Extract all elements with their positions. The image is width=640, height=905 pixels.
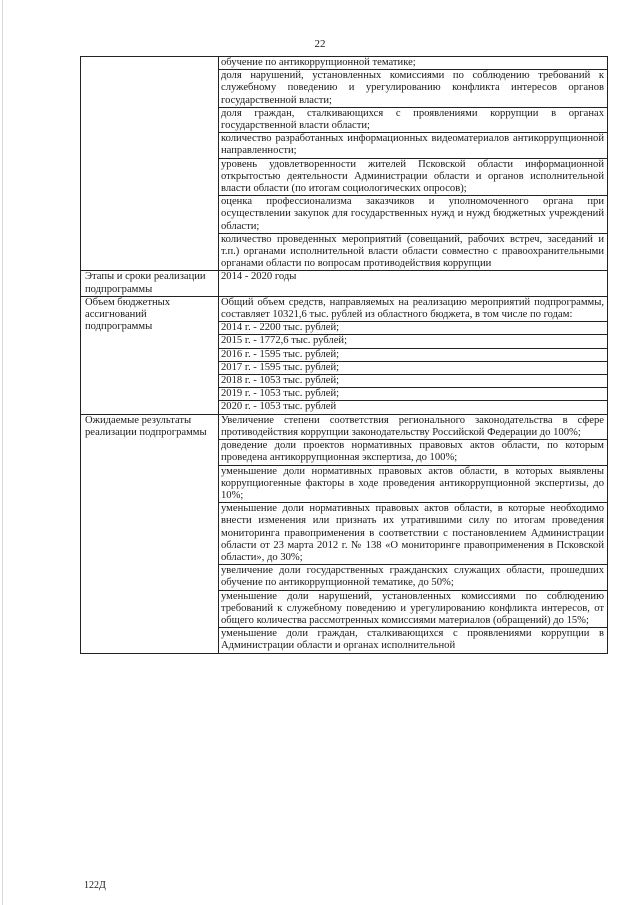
content-paragraph: уровень удовлетворенности жителей Псковской области информационной открытостью деятельности Администрации области и органов исполнительной власти области (по итогам социологических опросов); (219, 158, 607, 196)
content-paragraph: доля граждан, сталкивающихся с проявлениями коррупции в органах государственной власти области; (219, 107, 607, 132)
content-paragraph: обучение по антикоррупционной тематике; (221, 57, 416, 68)
content-paragraph: Увеличение степени соответствия регионального законодательства в сфере противодействия коррупции законодательству Российской Федерации до 100%; (221, 414, 604, 438)
scan-edge-line (2, 0, 3, 905)
footer-code: 122Д (84, 880, 106, 891)
content-paragraph: 2015 г. - 1772,6 тыс. рублей; (219, 334, 607, 347)
content-paragraph: 2016 г. - 1595 тыс. рублей; (219, 348, 607, 361)
content-paragraph: оценка профессионализма заказчиков и уполномоченного органа при осуществлении закупок для государственных нужд и нужд бюджетных учреждений области; (219, 195, 607, 233)
content-paragraph: 2017 г. - 1595 тыс. рублей; (219, 361, 607, 374)
content-paragraph: уменьшение доли нормативных правовых актов области, в которых выявлены коррупциогенные факторы в ходе проведения антикоррупционной экспертизы, до 10%; (219, 465, 607, 503)
content-paragraph: 2014 - 2020 годы (221, 271, 297, 283)
content-paragraph: уменьшение доли граждан, сталкивающихся с проявлениями коррупции в Администрации области и органах исполнительной (219, 627, 607, 652)
row-label: Этапы и сроки реализации подпрограммы (81, 271, 219, 296)
content-paragraph: доля нарушений, установленных комиссиями по соблюдению требований к служебному поведению и урегулированию конфликта интересов органов государственной власти; (219, 69, 607, 107)
content-paragraph: уменьшение доли нарушений, установленных комиссиями по соблюдению требований к служебному поведению и урегулированию конфликта интересов, от общего количества рассмотренных комиссиями материалов (обращений) до 15%; (219, 590, 607, 628)
table-row (81, 57, 608, 271)
page-number: 22 (314, 38, 326, 50)
content-paragraph: 2014 г. - 2200 тыс. рублей; (219, 321, 607, 334)
table-row (81, 414, 608, 653)
passport-table (80, 56, 608, 654)
content-paragraph: доведение доли проектов нормативных правовых актов области, по которым проведена антикоррупционная экспертиза, до 100%; (219, 439, 607, 464)
row-content (219, 414, 608, 653)
content-paragraph: 2018 г. - 1053 тыс. рублей; (219, 374, 607, 387)
content-paragraph: 2019 г. - 1053 тыс. рублей; (219, 387, 607, 400)
content-paragraph: количество проведенных мероприятий (совещаний, рабочих встреч, заседаний и т.п.) органами исполнительной власти области совместно с правоохранительными органами области по вопросам противодействия коррупции (219, 233, 607, 271)
table-row (81, 271, 608, 296)
row-content (219, 57, 608, 271)
content-paragraph: количество разработанных информационных видеоматериалов антикоррупционной направленности; (219, 132, 607, 157)
row-content (219, 271, 608, 296)
row-label: Объем бюджетных ассигнований подпрограммы (81, 296, 219, 414)
content-paragraph: 2020 г. - 1053 тыс. рублей (219, 400, 607, 413)
row-label (81, 57, 219, 271)
content-paragraph: увеличение доли государственных гражданских служащих области, прошедших обучение по антикоррупционной тематике, до 50%; (219, 564, 607, 589)
row-content (219, 296, 608, 414)
table-row (81, 296, 608, 414)
content-paragraph: уменьшение доли нормативных правовых актов области, в которые необходимо внести изменения или признать их утратившими силу по итогам проведения мониторинга правоприменения в соответствии с постановлением Администрации области от 23 марта 2012 г. № 138 «О мониторинге правоприменения в Псковской области», до 30%; (219, 502, 607, 564)
row-label: Ожидаемые результаты реализации подпрограммы (81, 414, 219, 653)
content-paragraph: Общий объем средств, направляемых на реализацию мероприятий подпрограммы, составляет 10321,6 тыс. рублей из областного бюджета, в том числе по годам: (221, 296, 604, 321)
